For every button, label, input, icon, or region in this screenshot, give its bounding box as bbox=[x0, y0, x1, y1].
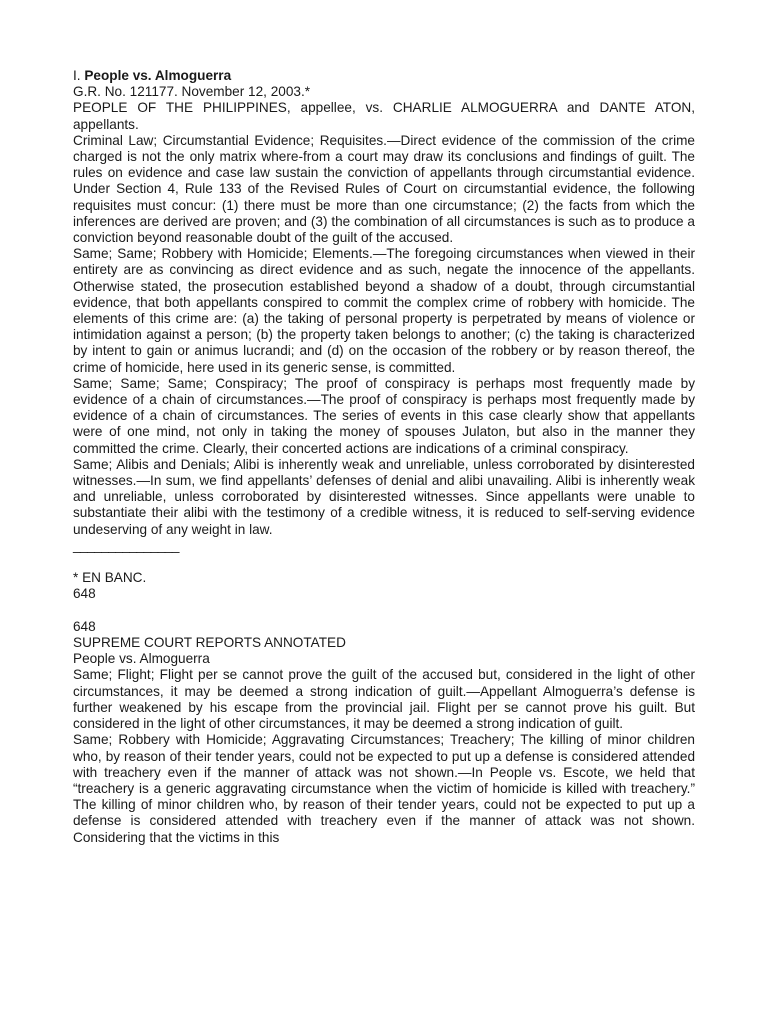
syllabus-paragraph: Same; Flight; Flight per se cannot prove the guilt of the accused but, considered in the light of other circumstances, it may be deemed a strong indication of guilt.—Appellant Almoguerra’s defense is further weakened by his escape from the provincial jail. Flight per se cannot prove his guilt. But considered in the light of other circumstances, it may be deemed a strong indication of guilt. bbox=[73, 667, 695, 732]
case-title: People vs. Almoguerra bbox=[84, 68, 232, 83]
case-heading bbox=[73, 68, 695, 84]
spacer bbox=[73, 554, 695, 570]
syllabus-paragraph: Criminal Law; Circumstantial Evidence; Requisites.—Direct evidence of the commission of the crime charged is not the only matrix where-from a court may draw its conclusions and findings of guilt. The rules on evidence and case law sustain the conviction of appellants through circumstantial evidence. Under Section 4, Rule 133 of the Revised Rules of Court on circumstantial evidence, the following requisites must concur: (1) there must be more than one circumstance; (2) the facts from which the inferences are derived are proven; and (3) the combination of all circumstances is such as to produce a conviction beyond reasonable doubt of the guilt of the accused. bbox=[73, 132, 695, 246]
footnote-page-ref: 648 bbox=[73, 586, 96, 602]
footnote-text: * EN BANC. bbox=[73, 570, 147, 586]
footnote-rule: _______________ bbox=[73, 537, 179, 553]
heading-number: I. bbox=[73, 68, 85, 83]
syllabus-paragraph: Same; Alibis and Denials; Alibi is inherently weak and unreliable, unless corroborated by disinterested witnesses.—In sum, we find appellants’ defenses of denial and alibi unavailing. Alibi is inherently weak and unreliable, unless corroborated by disinterested witnesses. Since appellants were unable to substantiate their alibi with the testimony of a credible witness, it is reduced to self-serving evidence undeserving of any weight in law. bbox=[73, 456, 695, 537]
case-parties: PEOPLE OF THE PHILIPPINES, appellee, vs. CHARLIE ALMOGUERRA and DANTE ATON, appellants. bbox=[73, 100, 695, 132]
syllabus-paragraph: Same; Same; Same; Conspiracy; The proof of conspiracy is perhaps most frequently made by evidence of a chain of circumstances.—The proof of conspiracy is perhaps most frequently made by evidence of a chain of circumstances. The series of events in this case clearly show that appellants were of one mind, not only in taking the money of spouses Julaton, but also in the manner they committed the crime. Clearly, their concerted actions are indications of a criminal conspiracy. bbox=[73, 375, 695, 456]
running-head-page-number: 648 bbox=[73, 618, 96, 634]
spacer bbox=[73, 603, 695, 619]
syllabus-paragraph: Same; Robbery with Homicide; Aggravating Circumstances; Treachery; The killing of minor children who, by reason of their tender years, could not be expected to put up a defense is considered attended with treachery even if the manner of attack was not shown.—In People vs. Escote, we held that “treachery is a generic aggravating circumstance when the victim of homicide is killed with treachery.” The killing of minor children who, by reason of their tender years, could not be expected to put up a defense is considered attended with treachery even if the manner of attack was not shown. Considering that the victims in this bbox=[73, 732, 695, 845]
syllabus-paragraph: Same; Same; Robbery with Homicide; Elements.—The foregoing circumstances when viewed in their entirety are as convincing as direct evidence and as such, negate the innocence of the appellants. Otherwise stated, the prosecution established beyond a shadow of a doubt, through circumstantial evidence, that both appellants conspired to commit the complex crime of robbery with homicide. The elements of this crime are: (a) the taking of personal property is perpetrated by means of violence or intimidation against a person; (b) the property taken belongs to another; (c) the taking is characterized by intent to gain or animus lucrandi; and (d) on the occasion of the robbery or by reason thereof, the crime of homicide, here used in its generic sense, is committed. bbox=[73, 246, 695, 375]
case-number: G.R. No. 121177. November 12, 2003.* bbox=[73, 84, 311, 100]
running-head-case-title: People vs. Almoguerra bbox=[73, 651, 210, 667]
running-head-publication: SUPREME COURT REPORTS ANNOTATED bbox=[73, 635, 346, 651]
document-page bbox=[73, 68, 695, 846]
